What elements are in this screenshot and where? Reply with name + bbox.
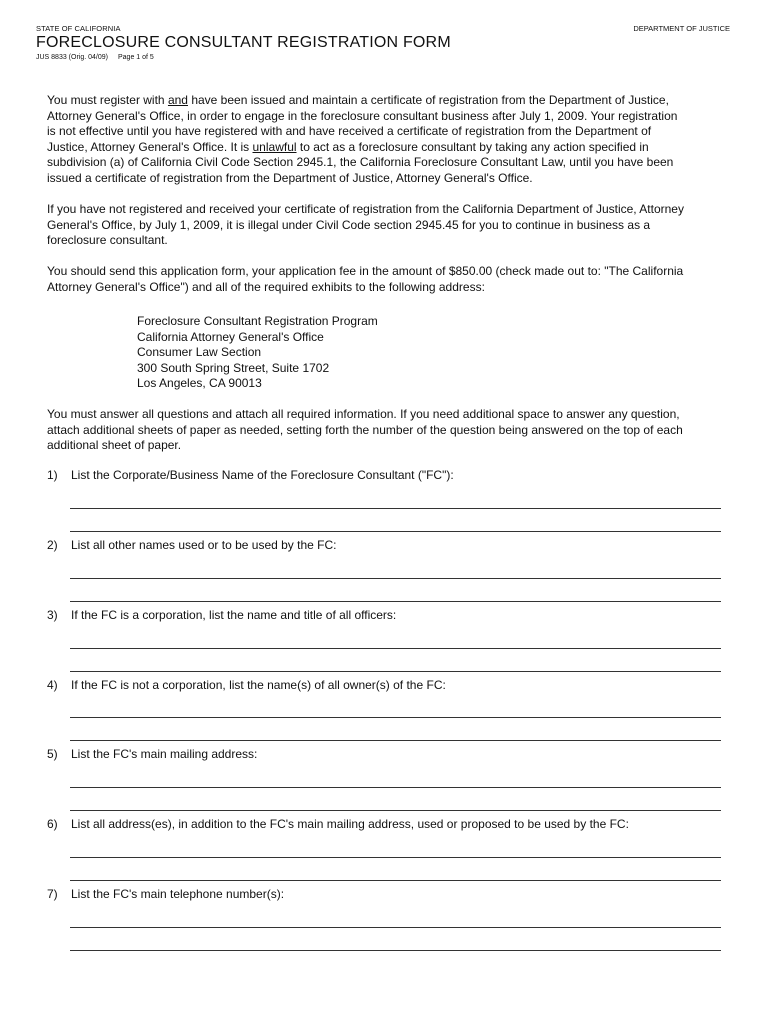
intro-paragraph-1 [47, 93, 727, 187]
question-3 [47, 608, 396, 622]
underlined-word: and [167, 93, 188, 107]
text-span: Justice, Attorney General's Office. It is [47, 139, 253, 154]
address-line: California Attorney General's Office [137, 329, 324, 344]
text-line: foreclosure consultant. [47, 233, 168, 248]
answer-line-3b[interactable] [70, 671, 721, 672]
question-5 [47, 747, 257, 761]
answer-line-1a[interactable] [70, 508, 721, 509]
answer-line-7a[interactable] [70, 927, 721, 928]
question-text: List the FC's main telephone number(s): [71, 887, 285, 901]
text-line: You must answer all questions and attach all required information. If you need additional space to answer any question, [47, 407, 680, 421]
mailing-address-block [137, 314, 378, 392]
question-text: If the FC is not a corporation, list the name(s) of all owner(s) of the FC: [71, 678, 446, 692]
answer-line-4a[interactable] [70, 717, 721, 718]
text-line: issued a certificate of registration from the Department of Justice, Attorney General's Office. [47, 170, 533, 185]
question-text: If the FC is a corporation, list the name and title of all officers: [71, 608, 397, 622]
answer-line-5a[interactable] [70, 787, 721, 788]
text-line: additional sheet of paper. [47, 438, 182, 453]
answer-line-6a[interactable] [70, 857, 721, 858]
text-line: attach additional sheets of paper as needed, setting forth the number of the question being answered on the top of each [47, 422, 683, 437]
text-span: have been issued and maintain a certificate of registration from the Department of Justice, [187, 93, 669, 107]
form-title: FORECLOSURE CONSULTANT REGISTRATION FORM [36, 34, 451, 51]
answer-line-4b[interactable] [70, 740, 721, 741]
question-number: 5) [47, 747, 58, 761]
question-7 [47, 887, 284, 901]
address-line: Consumer Law Section [137, 345, 262, 360]
text-line: Attorney General's Office, in order to engage in the foreclosure consultant business after July 1, 2009. Your registration [47, 108, 678, 123]
answer-line-2a[interactable] [70, 578, 721, 579]
question-2 [47, 538, 336, 552]
answer-line-6b[interactable] [70, 880, 721, 881]
question-number: 2) [47, 538, 58, 552]
question-text: List all other names used or to be used by the FC: [71, 538, 337, 552]
text-span: to act as a foreclosure consultant by taking any action specified in [296, 139, 649, 154]
text-line: If you have not registered and received your certificate of registration from the California Department of Justice, Attorney [47, 202, 684, 216]
form-number: JUS 8833 (Orig. 04/09) [36, 54, 108, 61]
question-6 [47, 817, 629, 831]
address-line: 300 South Spring Street, Suite 1702 [137, 360, 330, 375]
underlined-word: unlawful [252, 139, 297, 154]
question-text: List the Corporate/Business Name of the Foreclosure Consultant ("FC"): [71, 468, 454, 482]
question-number: 4) [47, 678, 58, 692]
answer-line-1b[interactable] [70, 531, 721, 532]
question-text: List all address(es), in addition to the FC's main mailing address, used or proposed to be used by the FC: [71, 817, 629, 831]
question-1 [47, 468, 454, 482]
question-number: 3) [47, 608, 58, 622]
intro-paragraph-3 [47, 264, 727, 295]
answer-line-2b[interactable] [70, 601, 721, 602]
question-4 [47, 678, 446, 692]
text-span: You must register with [47, 93, 168, 107]
text-line: is not effective until you have registered with and have received a certificate of registration from the Department of [47, 124, 652, 139]
question-number: 6) [47, 817, 58, 831]
text-line: General's Office, by July 1, 2009, it is illegal under Civil Code section 2945.45 for you to continue in business as a [47, 217, 651, 232]
state-label: STATE OF CALIFORNIA [36, 24, 121, 33]
question-text: List the FC's main mailing address: [71, 747, 258, 761]
department-label: DEPARTMENT OF JUSTICE [633, 24, 730, 33]
address-line: Los Angeles, CA 90013 [137, 376, 262, 391]
intro-paragraph-4 [47, 407, 727, 454]
question-number: 1) [47, 468, 58, 482]
answer-line-5b[interactable] [70, 810, 721, 811]
address-line: Foreclosure Consultant Registration Program [137, 314, 378, 328]
intro-paragraph-2 [47, 202, 727, 249]
text-line: Attorney General's Office") and all of the required exhibits to the following address: [47, 279, 485, 294]
text-line: You should send this application form, your application fee in the amount of $850.00 (check made out to: "The California [47, 264, 684, 278]
text-line: subdivision (a) of California Civil Code Section 2945.1, the California Foreclosure Consultant Law, until you have been [47, 155, 674, 170]
page-number: Page 1 of 5 [118, 54, 154, 61]
question-number: 7) [47, 887, 58, 901]
answer-line-3a[interactable] [70, 648, 721, 649]
answer-line-7b[interactable] [70, 950, 721, 951]
